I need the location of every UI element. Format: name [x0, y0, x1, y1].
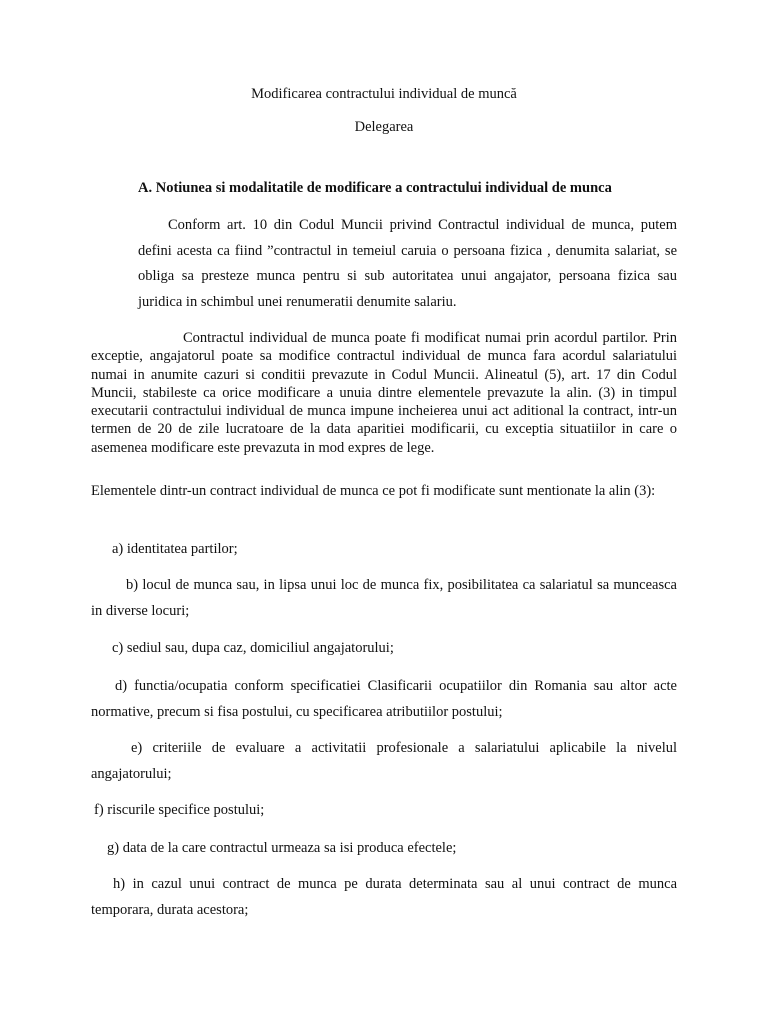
paragraph-definition: Conform art. 10 din Codul Muncii privind Contractul individual de munca, putem defini acesta ca fiind ”contractul in temeiul caruia o persoana fizica , denumita salariat, se obliga sa presteze munca pentru si sub autoritatea unui angajator, persoana fizica sau juridica in schimbul unei renumeratii denumite salariu.: [138, 217, 677, 310]
list-item: c) sediul sau, dupa caz, domiciliul angajatorului;: [112, 640, 394, 656]
list-item: g) data de la care contractul urmeaza sa isi produca efectele;: [107, 840, 457, 856]
list-item: h) in cazul unui contract de munca pe durata determinata sau al unui contract de munca temporara, durata acestora;: [91, 876, 677, 918]
list-item: e) criteriile de evaluare a activitatii profesionale a salariatului aplicabile la nivelul angajatorului;: [91, 740, 677, 782]
document-subtitle: Delegarea: [354, 119, 414, 135]
list-item: f) riscurile specifice postului;: [94, 802, 265, 818]
paragraph-elements-intro: Elementele dintr-un contract individual de munca ce pot fi modificate sunt mentionate la alin (3):: [91, 483, 656, 499]
section-heading: A. Notiunea si modalitatile de modificare a contractului individual de munca: [138, 180, 612, 196]
paragraph-modification: Contractul individual de munca poate fi modificat numai prin acordul partilor. Prin exceptie, angajatorul poate sa modifice contractul individual de munca fara acordul salariatului numai in anumite cazuri si conditii prevazute in Codul Muncii. Alineatul (5), art. 17 din Codul Muncii, stabileste ca orice modificare a unuia dintre elementele prevazute la alin. (3) in timpul executarii contractului individual de munca impune incheierea unui act aditional la contract, intr-un termen de 20 de zile lucratoare de la data aparitiei modificarii, cu exceptia situatiilor in care o asemenea modificare este prevazuta in mod expres de lege.: [91, 330, 677, 456]
list-item: b) locul de munca sau, in lipsa unui loc de munca fix, posibilitatea ca salariatul sa munceasca in diverse locuri;: [91, 577, 677, 619]
list-item: a) identitatea partilor;: [112, 541, 238, 557]
document-title: Modificarea contractului individual de muncă: [251, 86, 517, 102]
list-item: d) functia/ocupatia conform specificatiei Clasificarii ocupatiilor din Romania sau altor acte normative, precum si fisa postului, cu specificarea atributiilor postului;: [91, 678, 677, 720]
